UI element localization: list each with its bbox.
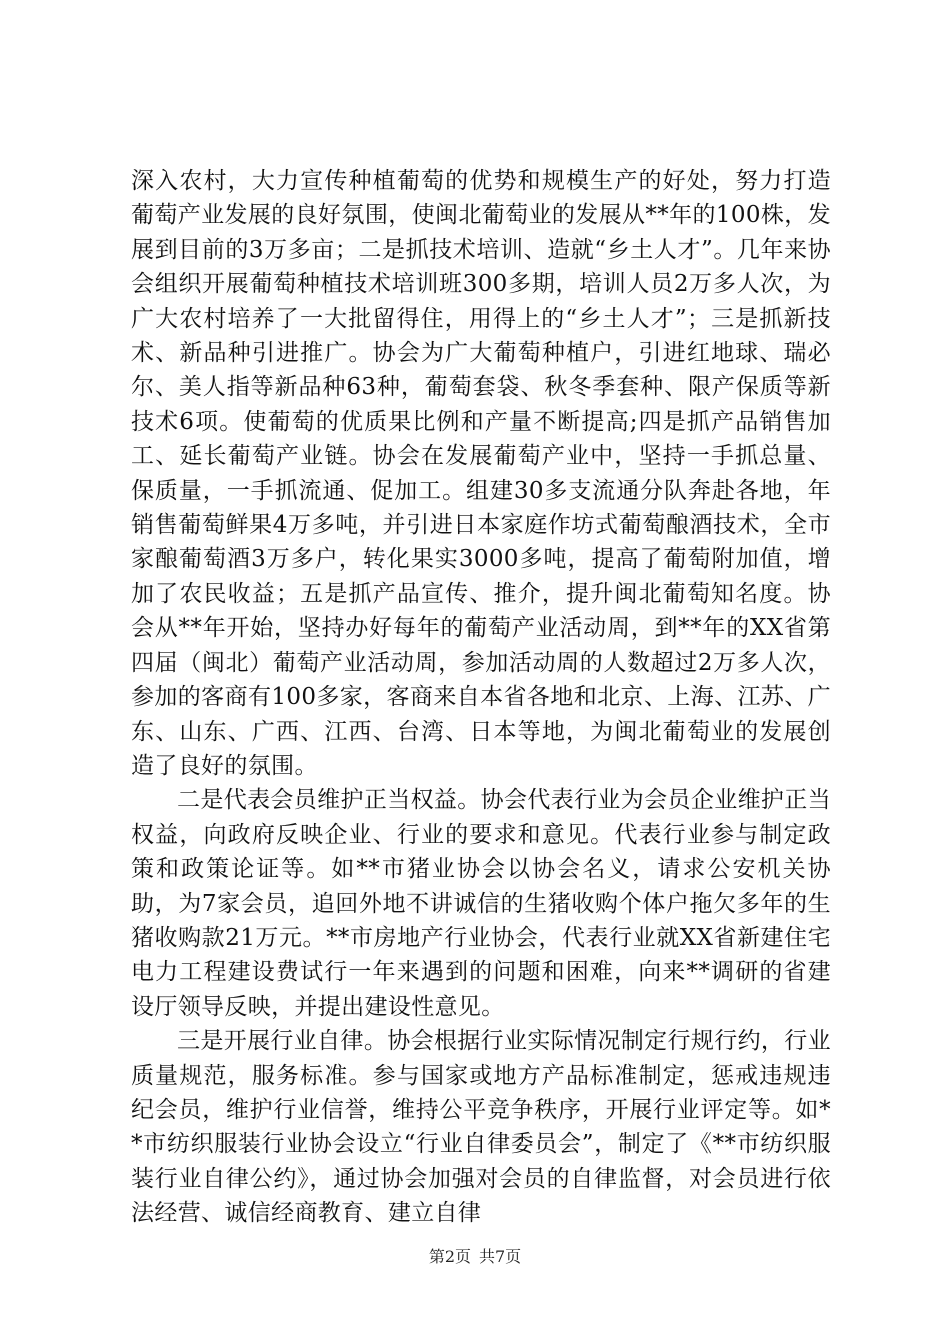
paragraph-industry-self-discipline: 三是开展行业自律。协会根据行业实际情况制定行规行约，行业质量规范，服务标准。参与国家或地方产品标准制定，惩戒违规违纪会员，维护行业信誉，维持公平竞争秩序，开展行业评定等。如**市纺织服装行业协会设立“行业自律委员会”，制定了《**市纺织服装行业自律公约》，通过协会加强对会员的自律监督，对会员进行依法经营、诚信经商教育、建立自律 <box>131 1028 831 1227</box>
page-total: 共7页 <box>479 1247 522 1266</box>
page-footer <box>0 1247 950 1267</box>
page-number: 第2页 <box>428 1247 471 1266</box>
document-body <box>131 164 831 1231</box>
paragraph-member-rights: 二是代表会员维护正当权益。协会代表行业为会员企业维护正当权益，向政府反映企业、行业的要求和意见。代表行业参与制定政策和政策论证等。如**市猪业协会以协会名义，请求公安机关协助，为7家会员，追回外地不讲诚信的生猪收购个体户拖欠多年的生猪收购款21万元。**市房地产行业协会，代表行业就XX省新建住宅电力工程建设费试行一年来遇到的问题和困难，向来**调研的省建设厅领导反映，并提出建设性意见。 <box>131 787 831 1020</box>
paragraph-continued: 深入农村，大力宣传种植葡萄的优势和规模生产的好处，努力打造葡萄产业发展的良好氛围，使闽北葡萄业的发展从**年的100株，发展到目前的3万多亩；二是抓技术培训、造就“乡土人才”。几年来协会组织开展葡萄种植技术培训班300多期，培训人员2万多人次，为广大农村培养了一大批留得住，用得上的“乡土人才”；三是抓新技术、新品种引进推广。协会为广大葡萄种植户，引进红地球、瑞必尔、美人指等新品种63种，葡萄套袋、秋冬季套种、限产保质等新技术6项。使葡萄的优质果比例和产量不断提高;四是抓产品销售加工、延长葡萄产业链。协会在发展葡萄产业中，坚持一手抓总量、保质量，一手抓流通、促加工。组建30多支流通分队奔赴各地，年销售葡萄鲜果4万多吨，并引进日本家庭作坊式葡萄酿酒技术，全市家酿葡萄酒3万多户，转化果实3000多吨，提高了葡萄附加值，增加了农民收益；五是抓产品宣传、推介，提升闽北葡萄知名度。协会从**年开始，坚持办好每年的葡萄产业活动周，到**年的XX省第四届（闽北）葡萄产业活动周，参加活动周的人数超过2万多人次，参加的客商有100多家，客商来自本省各地和北京、上海、江苏、广东、山东、广西、江西、台湾、日本等地，为闽北葡萄业的发展创造了良好的氛围。 <box>131 168 831 779</box>
